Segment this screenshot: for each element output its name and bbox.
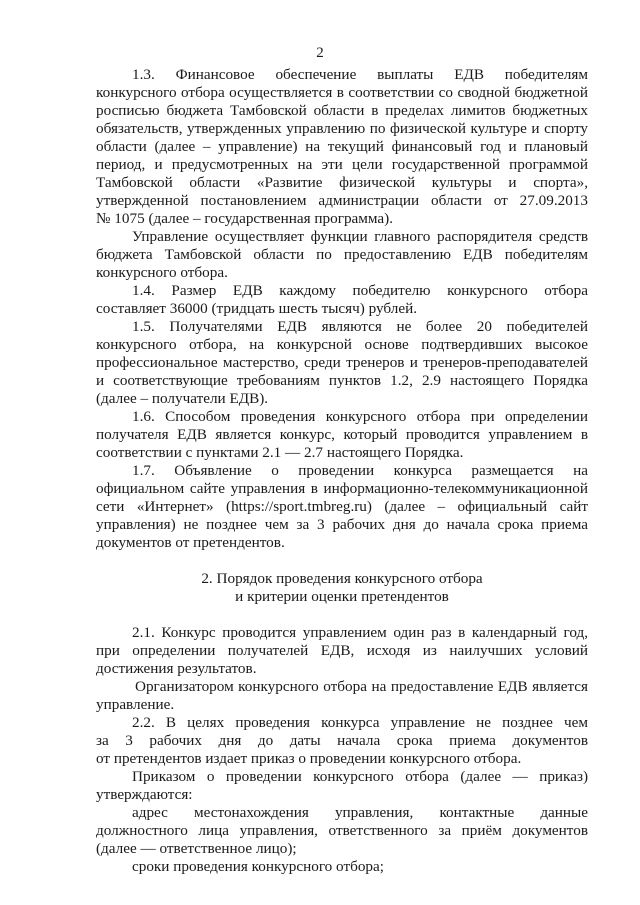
text-line: профессиональное мастерство, среди тренеров и тренеров-преподавателей	[96, 354, 588, 371]
text-line: при определении получателей ЕДВ, исходя из наилучших условий	[96, 642, 588, 659]
text-line: 1.3. Финансовое обеспечение выплаты ЕДВ победителям	[132, 66, 588, 83]
text-line: сети «Интернет» (https://sport.tmbreg.ru) (далее – официальный сайт	[96, 498, 588, 515]
text-line: получателя ЕДВ является конкурс, который проводится управлением в	[96, 426, 588, 443]
page-number: 2	[316, 45, 324, 61]
text-line: № 1075 (далее – государственная программа).	[96, 210, 394, 227]
text-line: Приказом о проведении конкурсного отбора (далее — приказ)	[132, 768, 588, 785]
text-line: 1.5. Получателями ЕДВ являются не более 20 победителей	[132, 318, 588, 335]
text-line: от претендентов издает приказ о проведении конкурсного отбора.	[96, 750, 522, 767]
text-line: 1.4. Размер ЕДВ каждому победителю конкурсного отбора	[132, 282, 588, 299]
text-line: за 3 рабочих дня до даты начала срока приема документов	[96, 732, 588, 749]
text-line: утверждаются:	[96, 786, 193, 803]
text-line: управления) не позднее чем за 3 рабочих дня до начала срока приема	[96, 516, 588, 533]
text-line: достижения результатов.	[96, 660, 257, 677]
text-line: соответствии с пунктами 2.1 — 2.7 настоящего Порядка.	[96, 444, 464, 461]
text-line: адрес местонахождения управления, контактные данные	[132, 804, 588, 821]
text-line: период, и предусмотренных на эти цели государственной программой	[96, 156, 588, 173]
text-line: обязательств, утвержденных управлению по физической культуре и спорту	[96, 120, 588, 137]
text-line: сроки проведения конкурсного отбора;	[132, 858, 384, 875]
text-line: Управление осуществляет функции главного распорядителя средств	[132, 228, 588, 245]
section-heading: 2. Порядок проведения конкурсного отбора	[201, 570, 483, 587]
text-line: составляет 36000 (тридцать шесть тысяч) рублей.	[96, 300, 418, 317]
text-line: конкурсного отбора, на конкурсной основе подтвердивших высокое	[96, 336, 588, 353]
text-line: (далее – получатели ЕДВ).	[96, 390, 269, 407]
text-line: конкурсного отбора осуществляется в соответствии со сводной бюджетной	[96, 84, 588, 101]
text-line: управление.	[96, 696, 175, 713]
text-line: официальном сайте управления в информационно-телекоммуникационной	[96, 480, 588, 497]
text-line: 2.1. Конкурс проводится управлением один раз в календарный год,	[132, 624, 588, 641]
section-heading: и критерии оценки претендентов	[235, 588, 449, 605]
text-line: бюджета Тамбовской области по предоставлению ЕДВ победителям	[96, 246, 588, 263]
text-line: Организатором конкурсного отбора на предоставление ЕДВ является	[135, 678, 588, 695]
text-line: (далее — ответственное лицо);	[96, 840, 297, 857]
text-line: и соответствующие требованиям пунктов 1.2, 2.9 настоящего Порядка	[96, 372, 588, 389]
text-line: области (далее – управление) на текущий финансовый год и плановый	[96, 138, 588, 155]
text-line: Тамбовской области «Развитие физической культуры и спорта»,	[96, 174, 588, 191]
text-line: конкурсного отбора.	[96, 264, 228, 281]
text-line: 1.7. Объявление о проведении конкурса размещается на	[132, 462, 588, 479]
text-line: утвержденной постановлением администрации области от 27.09.2013	[96, 192, 588, 209]
text-line: 1.6. Способом проведения конкурсного отбора при определении	[132, 408, 588, 425]
text-line: должностного лица управления, ответственного за приём документов	[96, 822, 588, 839]
text-line: росписью бюджета Тамбовской области в пределах лимитов бюджетных	[96, 102, 588, 119]
text-line: документов от претендентов.	[96, 534, 285, 551]
text-line: 2.2. В целях проведения конкурса управление не позднее чем	[132, 714, 588, 731]
